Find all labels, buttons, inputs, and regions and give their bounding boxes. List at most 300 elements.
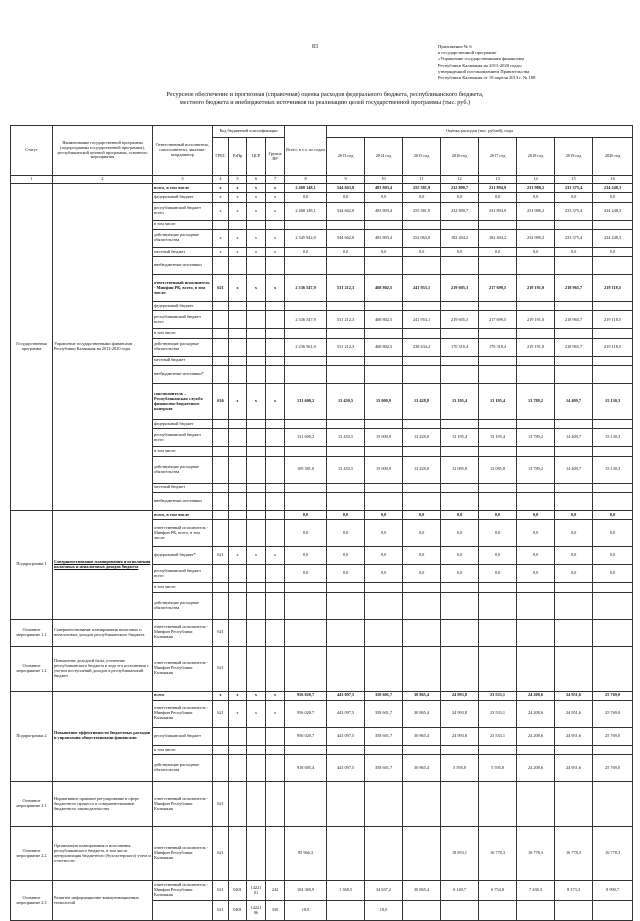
row-value xyxy=(441,583,479,592)
table-row xyxy=(11,184,633,193)
row-value: 30 865,4 xyxy=(403,700,441,727)
row-value: 0,0 xyxy=(517,565,555,583)
col-codes: Код бюджетной классификации xyxy=(213,126,285,138)
row-value xyxy=(593,257,633,275)
row-code xyxy=(247,356,266,365)
row-value: 15 130,3 xyxy=(593,456,633,483)
row-code: х xyxy=(229,384,247,420)
col-number: 6 xyxy=(247,176,266,184)
row-value xyxy=(517,257,555,275)
row-value: 219 191,0 xyxy=(517,275,555,302)
table-row xyxy=(11,782,633,827)
row-value xyxy=(441,619,479,646)
row-value xyxy=(327,302,365,311)
row-value xyxy=(403,329,441,338)
row-value: 25 769,0 xyxy=(593,691,633,700)
row-value xyxy=(327,220,365,229)
row-code xyxy=(247,257,266,275)
row-value: 0,0 xyxy=(593,247,633,256)
row-value xyxy=(555,745,593,754)
row-value: 468 802,5 xyxy=(365,275,403,302)
row-code xyxy=(229,356,247,365)
row-value xyxy=(479,619,517,646)
row-code: х xyxy=(266,547,285,565)
row-code xyxy=(247,520,266,547)
row-value xyxy=(327,619,365,646)
row-value: 0,0 xyxy=(403,510,441,519)
row-value: 0,0 xyxy=(285,510,327,519)
row-value xyxy=(441,329,479,338)
row-value: 24 208,6 xyxy=(517,727,555,745)
row-value xyxy=(327,257,365,275)
row-executor: внебюджетные источники xyxy=(153,257,213,275)
row-code xyxy=(229,565,247,583)
row-value xyxy=(327,366,365,384)
row-value xyxy=(403,646,441,691)
row-code xyxy=(229,447,247,456)
row-code xyxy=(213,447,229,456)
row-code xyxy=(247,510,266,519)
row-value: 544 662,8 xyxy=(327,202,365,220)
row-code xyxy=(266,311,285,329)
row-value: 531 212,3 xyxy=(327,338,365,356)
row-executor: ответственный исполнитель - Минфин РК, всего, в том числе: xyxy=(153,520,213,547)
row-value: 13 428,8 xyxy=(403,384,441,420)
row-value: 443 097,5 xyxy=(327,691,365,700)
row-value xyxy=(285,366,327,384)
row-code xyxy=(229,520,247,547)
row-code xyxy=(266,420,285,429)
row-value: 0,0 xyxy=(327,565,365,583)
col-number: 15 xyxy=(555,176,593,184)
row-value: 0,0 xyxy=(403,247,441,256)
row-value: 13 450,5 xyxy=(327,384,365,420)
row-value: 0,0 xyxy=(555,520,593,547)
page-number: 83 xyxy=(312,44,318,50)
row-code xyxy=(247,583,266,592)
appendix-line: Приложение № 6 xyxy=(438,44,472,49)
row-code xyxy=(266,782,285,827)
row-code xyxy=(266,565,285,583)
row-executor: местный бюджет xyxy=(153,356,213,365)
row-code xyxy=(266,510,285,519)
row-value: 483 803,4 xyxy=(365,184,403,193)
row-executor: внебюджетные источники xyxy=(153,492,213,510)
row-executor: всего, в том числе xyxy=(153,510,213,519)
row-code xyxy=(247,456,266,483)
row-value: 15 130,3 xyxy=(593,429,633,447)
row-code: х xyxy=(247,247,266,256)
row-value: 24 951,6 xyxy=(555,727,593,745)
row-value xyxy=(285,356,327,365)
row-value: 13 789,2 xyxy=(517,384,555,420)
row-value: 217 699,5 xyxy=(479,275,517,302)
row-value: 0,0 xyxy=(441,510,479,519)
row-executor: действующие расходные обязательства xyxy=(153,338,213,356)
row-value xyxy=(593,583,633,592)
row-code xyxy=(229,311,247,329)
row-value xyxy=(285,483,327,492)
col-number: 10 xyxy=(365,176,403,184)
row-value: 131 600,2 xyxy=(285,429,327,447)
row-code: 621 xyxy=(213,547,229,565)
row-value xyxy=(517,583,555,592)
row-value xyxy=(327,901,365,921)
row-value: 443 097,5 xyxy=(327,755,365,782)
col-year: 2013 год xyxy=(327,138,365,176)
row-code xyxy=(229,338,247,356)
row-code xyxy=(213,420,229,429)
row-code: 350 xyxy=(266,901,285,921)
document-title xyxy=(40,91,610,108)
row-value: 358 601,7 xyxy=(365,691,403,700)
row-value: 468 802,5 xyxy=(365,311,403,329)
row-code: х xyxy=(266,247,285,256)
row-value: 15 000,9 xyxy=(365,456,403,483)
row-value xyxy=(327,782,365,827)
row-value xyxy=(479,646,517,691)
row-code xyxy=(213,745,229,754)
appendix-line: «Управление государственными финансами xyxy=(438,56,524,62)
row-status: Основное мероприятие 2.3 xyxy=(11,881,53,921)
row-value xyxy=(327,447,365,456)
row-value: 0,0 xyxy=(327,520,365,547)
row-code xyxy=(247,338,266,356)
row-value: 232 800,7 xyxy=(441,184,479,193)
row-value xyxy=(479,583,517,592)
col-number: 1 xyxy=(11,176,53,184)
row-code xyxy=(247,755,266,782)
row-value: 0,0 xyxy=(403,565,441,583)
row-value: 25 769,0 xyxy=(593,700,633,727)
row-value xyxy=(555,901,593,921)
row-value: 219 191,0 xyxy=(517,338,555,356)
row-executor: в том числе: xyxy=(153,583,213,592)
row-value: 233 375,4 xyxy=(555,202,593,220)
row-value: 0,0 xyxy=(365,247,403,256)
row-code xyxy=(229,329,247,338)
row-value xyxy=(285,583,327,592)
row-value: 0,0 xyxy=(593,510,633,519)
row-value: 0,0 xyxy=(327,510,365,519)
row-value xyxy=(593,366,633,384)
row-code: 621 xyxy=(213,881,229,901)
row-value: 0,0 xyxy=(285,565,327,583)
row-value: 14 409,7 xyxy=(555,429,593,447)
row-code xyxy=(266,456,285,483)
row-value: 0,0 xyxy=(365,565,403,583)
row-code xyxy=(213,483,229,492)
row-value xyxy=(285,646,327,691)
row-value xyxy=(441,356,479,365)
row-value xyxy=(327,329,365,338)
row-executor: всего, в том числе xyxy=(153,184,213,193)
row-code xyxy=(229,302,247,311)
row-value: 238 634,2 xyxy=(403,338,441,356)
row-value xyxy=(479,302,517,311)
row-code: 621 xyxy=(213,782,229,827)
row-code xyxy=(229,257,247,275)
row-value: 24 951,6 xyxy=(555,691,593,700)
row-code xyxy=(266,429,285,447)
row-value: 241 953,1 xyxy=(403,311,441,329)
row-value: 232 980,2 xyxy=(517,229,555,247)
row-code: х xyxy=(213,229,229,247)
row-code: 14221 06 xyxy=(247,901,266,921)
row-code: х xyxy=(229,275,247,302)
appendix-note xyxy=(438,44,628,81)
row-code: х xyxy=(266,275,285,302)
row-executor xyxy=(153,901,213,921)
row-value xyxy=(327,420,365,429)
row-value xyxy=(365,420,403,429)
row-status: Государственная программа xyxy=(11,184,53,511)
row-value xyxy=(555,366,593,384)
row-value: 468 802,5 xyxy=(365,338,403,356)
row-value: 0,0 xyxy=(403,547,441,565)
row-value xyxy=(441,592,479,619)
table-row xyxy=(11,691,633,700)
row-value: 0,0 xyxy=(479,565,517,583)
appendix-line: Республики Калмыкия на 2013-2020 годы» xyxy=(438,62,522,68)
row-value xyxy=(441,646,479,691)
row-value xyxy=(517,220,555,229)
row-value xyxy=(441,447,479,456)
row-value: 358 601,7 xyxy=(365,700,403,727)
col-year: 2015 год xyxy=(403,138,441,176)
row-value xyxy=(517,483,555,492)
row-value xyxy=(593,592,633,619)
row-value: 0,0 xyxy=(285,193,327,202)
row-code: 636 xyxy=(213,384,229,420)
row-code xyxy=(213,755,229,782)
row-code xyxy=(266,646,285,691)
col-number: 8 xyxy=(285,176,327,184)
row-value: 255 381,9 xyxy=(403,202,441,220)
row-code xyxy=(213,565,229,583)
row-value xyxy=(593,782,633,827)
row-value xyxy=(479,592,517,619)
row-code: х xyxy=(229,202,247,220)
row-value: 13 195,4 xyxy=(441,429,479,447)
row-value: 13 450,5 xyxy=(327,456,365,483)
row-value: 104 369,9 xyxy=(285,881,327,901)
row-value: 0,0 xyxy=(403,520,441,547)
row-code xyxy=(266,447,285,456)
row-code xyxy=(229,366,247,384)
row-code: х xyxy=(213,202,229,220)
col-number: 4 xyxy=(213,176,229,184)
row-code xyxy=(229,592,247,619)
row-status: Основное мероприятие 1.2 xyxy=(11,646,53,691)
col-number: 11 xyxy=(403,176,441,184)
row-value: 531 212,3 xyxy=(327,311,365,329)
row-code xyxy=(213,583,229,592)
row-value xyxy=(403,583,441,592)
row-value: 13 195,4 xyxy=(479,384,517,420)
row-value xyxy=(403,901,441,921)
row-value xyxy=(285,592,327,619)
row-value xyxy=(555,356,593,365)
row-value: 131 600,2 xyxy=(285,384,327,420)
row-code xyxy=(266,329,285,338)
row-value xyxy=(517,619,555,646)
table-row xyxy=(11,881,633,901)
row-code: 621 xyxy=(213,827,229,881)
row-value xyxy=(441,302,479,311)
row-value: 16 778,3 xyxy=(517,827,555,881)
row-code xyxy=(266,727,285,745)
row-value: 217 699,5 xyxy=(479,311,517,329)
row-value: 255 381,9 xyxy=(403,184,441,193)
row-code xyxy=(266,220,285,229)
row-value xyxy=(479,420,517,429)
row-value: 1 368,5 xyxy=(327,881,365,901)
row-code xyxy=(229,827,247,881)
row-value xyxy=(479,366,517,384)
row-value: 2 336 547,9 xyxy=(285,275,327,302)
row-code xyxy=(229,646,247,691)
row-executor: действующие расходные обязательства xyxy=(153,229,213,247)
row-code xyxy=(247,483,266,492)
row-value xyxy=(365,619,403,646)
row-value xyxy=(365,366,403,384)
row-value: 544 663,8 xyxy=(327,184,365,193)
col-status: Статус xyxy=(11,126,53,176)
row-code: х xyxy=(266,202,285,220)
row-value: 0,0 xyxy=(327,547,365,565)
row-value: 6 754,8 xyxy=(479,881,517,901)
row-code: х xyxy=(266,193,285,202)
row-executor: внебюджетные источники* xyxy=(153,366,213,384)
row-value: 14 409,7 xyxy=(555,456,593,483)
row-value xyxy=(479,745,517,754)
row-value xyxy=(479,901,517,921)
row-code xyxy=(266,619,285,646)
row-value: 23 533,1 xyxy=(479,700,517,727)
row-value: 483 803,4 xyxy=(365,229,403,247)
row-executor: местный бюджет xyxy=(153,247,213,256)
row-value xyxy=(403,592,441,619)
row-value: 219 118,5 xyxy=(593,311,633,329)
row-code xyxy=(266,338,285,356)
row-value: 0,0 xyxy=(327,247,365,256)
row-value: 24 951,6 xyxy=(555,755,593,782)
row-code xyxy=(247,745,266,754)
row-value xyxy=(555,592,593,619)
row-value xyxy=(441,492,479,510)
col-vr: Группа ВР xyxy=(266,138,285,176)
row-value xyxy=(441,745,479,754)
row-value: 231 980,2 xyxy=(517,202,555,220)
row-value xyxy=(517,646,555,691)
row-executor: в том числе: xyxy=(153,447,213,456)
row-status: Подпрограмма 1 xyxy=(11,510,53,619)
row-value: 13 195,4 xyxy=(479,429,517,447)
col-number: 5 xyxy=(229,176,247,184)
row-code xyxy=(247,329,266,338)
row-value xyxy=(403,420,441,429)
row-value: 0,0 xyxy=(555,510,593,519)
row-code xyxy=(266,356,285,365)
row-value: 0,0 xyxy=(285,520,327,547)
row-code: х xyxy=(266,229,285,247)
row-code: 0401 xyxy=(229,881,247,901)
row-value: 14 409,7 xyxy=(555,384,593,420)
row-value: 0,0 xyxy=(479,547,517,565)
row-value xyxy=(517,329,555,338)
title-line: местного бюджета и внебюджетных источников на реализацию целей государственной программы (тыс. руб.) xyxy=(179,99,471,107)
row-value xyxy=(593,420,633,429)
table-row xyxy=(11,646,633,691)
row-value: 0,0 xyxy=(555,547,593,565)
row-value xyxy=(479,492,517,510)
row-value: 25 769,0 xyxy=(593,727,633,745)
row-code xyxy=(213,329,229,338)
row-value xyxy=(441,483,479,492)
row-program-name: Повышение эффективности бюджетных расходов и управления общественными финансами xyxy=(53,691,153,782)
row-value xyxy=(555,420,593,429)
row-value: 219 118,5 xyxy=(593,275,633,302)
row-value xyxy=(517,492,555,510)
row-code: х xyxy=(247,700,266,727)
row-value: 231 980,2 xyxy=(517,184,555,193)
row-code xyxy=(213,257,229,275)
row-value xyxy=(285,782,327,827)
row-code: 621 xyxy=(213,646,229,691)
row-value: 6 140,7 xyxy=(441,881,479,901)
row-code xyxy=(247,492,266,510)
row-code: х xyxy=(229,193,247,202)
row-value: 0,0 xyxy=(285,547,327,565)
row-value xyxy=(517,366,555,384)
row-code xyxy=(247,592,266,619)
row-program-name: Организация планирования и исполнения республиканского бюджета, в том числе централизация бюджетного (бухгалтерского) учета и отчетности xyxy=(53,827,153,881)
row-code xyxy=(247,827,266,881)
row-code xyxy=(229,420,247,429)
row-value xyxy=(403,492,441,510)
row-value: 443 097,5 xyxy=(327,727,365,745)
row-executor: ответственный исполнитель - Минфин Республики Калмыкия xyxy=(153,827,213,881)
row-value xyxy=(403,366,441,384)
row-value: 0,0 xyxy=(479,247,517,256)
row-program-name: Повышение доходной базы, уточнение республиканского бюджета в ходе его исполнения с учетом поступлений доходов в республиканский бюджет xyxy=(53,646,153,691)
row-executor: в том числе: xyxy=(153,745,213,754)
row-value: 7 430,3 xyxy=(517,881,555,901)
row-value: 12 085,8 xyxy=(441,456,479,483)
row-value xyxy=(285,420,327,429)
row-value: 13 195,4 xyxy=(441,384,479,420)
row-code: х xyxy=(229,691,247,700)
row-value: 24 993,8 xyxy=(441,691,479,700)
row-code: 621 xyxy=(213,619,229,646)
row-value xyxy=(365,257,403,275)
row-value xyxy=(517,901,555,921)
row-value xyxy=(365,583,403,592)
row-value xyxy=(555,302,593,311)
row-value: 358 601,7 xyxy=(365,755,403,782)
row-code xyxy=(229,483,247,492)
row-value: 182 404,2 xyxy=(441,229,479,247)
row-value: 0,0 xyxy=(517,510,555,519)
row-value: 0,0 xyxy=(593,547,633,565)
row-value xyxy=(517,592,555,619)
row-value: 443 097,5 xyxy=(327,700,365,727)
row-value: 358 601,7 xyxy=(365,727,403,745)
row-value: 182 404,2 xyxy=(479,229,517,247)
row-program-name: Управление государственными финансами Республики Калмыкия на 2013-2020 годы xyxy=(53,184,153,511)
row-code xyxy=(229,510,247,519)
